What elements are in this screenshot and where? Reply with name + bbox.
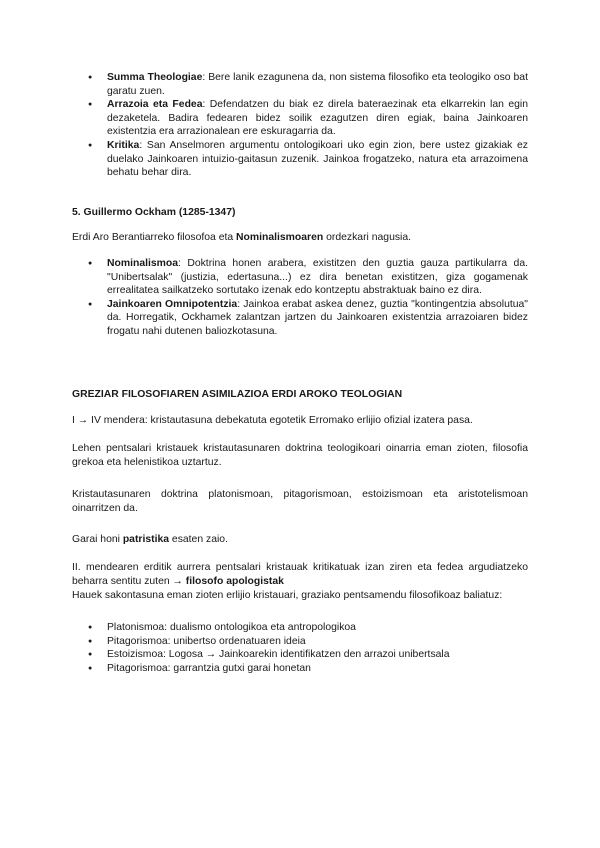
bullet-term: Jainkoaren Omnipotentzia — [107, 298, 238, 310]
ockham-bullet-list — [88, 257, 528, 339]
ockham-heading: 5. Guillermo Ockham (1285-1347) — [72, 207, 236, 218]
list-item — [88, 298, 528, 339]
aquinas-bullet-list — [88, 71, 528, 180]
bullet-term: Nominalismoa — [107, 258, 179, 269]
greziar-paragraph-3: Kristautasunaren doktrina platonismoan, pitagorismoan, estoizismoan eta aristotelismoan oinarritzen da. — [72, 489, 528, 514]
greziar-paragraph-1: I → IV mendera: kristautasuna debekatuta egotetik Erromako erlijio ofizial izatera pasa. — [72, 415, 473, 426]
list-item: ● Pitagorismoa: garrantzia gutxi garai honetan — [88, 662, 528, 676]
p5-text: II. mendearen erditik aurrera pentsalari kristauak kritikatuak izan ziren eta fedea argudiatzeko beharra sentitu zuten → — [72, 562, 528, 587]
greziar-bullet-list — [88, 621, 528, 675]
bullet-text: : San Anselmoren argumentu ontologikoari uko egin zion, bere ustez gizakiak ez duelako Jainkoaren intuizio-gaitasun zuzenik. Jainkoa frogatzeko, natura eta arrazoimena behatu behar dira. — [107, 139, 528, 179]
p5-bold: filosofo apologistak — [185, 575, 284, 587]
greziar-paragraph-2: Lehen pentsalari kristauek kristautasunaren doktrina teologikoari oinarria eman zioten, filosofia grekoa eta helenistikoa uztartuz. — [72, 443, 528, 468]
list-item: ● Pitagorismoa: unibertso ordenatuaren ideia — [88, 635, 528, 649]
greziar-paragraph-5 — [72, 561, 528, 588]
p4-text-end: esaten zaio. — [169, 534, 228, 545]
bullet-text: : Jainkoa erabat askea denez, guztia "kontingentzia absolutua" da. Horregatik, Ockhamek zalantzan jartzen du Jainkoaren existentzia arrazoiaren bidez frogatu nahi dutenen baliozkotasuna. — [107, 298, 528, 337]
list-item: ● Platonismoa: dualismo ontologikoa eta antropologikoa — [88, 621, 528, 635]
list-item — [88, 98, 528, 139]
bullet-term: Arrazoia eta Fedea — [107, 99, 203, 111]
p4-bold: patristika — [122, 534, 170, 545]
bullet-term: Summa Theologiae — [107, 72, 203, 83]
list-item — [88, 71, 528, 98]
list-item — [88, 257, 528, 298]
bullet-text: : Bere lanik ezagunena da, non sistema filosofiko eta teologiko oso bat garatu zuen. — [107, 72, 528, 97]
bullet-text: : Defendatzen du biak ez direla bateraezinak eta elkarrekin lan egin dezaketela. Badira fedearen bidez soilik ezagutzen diren egiak, baina Jainkoaren existentzia era arrazionalean ere eskuragarria da. — [107, 99, 528, 138]
ockham-intro — [72, 231, 528, 245]
list-item: ● Estoizismoa: Logosa → Jainkoarekin identifikatzen den arrazoi unibertsala — [88, 648, 528, 662]
bullet-term: Kritika — [107, 139, 140, 151]
intro-bold: Nominalismoaren — [236, 232, 324, 243]
p4-text: Garai honi — [72, 534, 123, 545]
list-item — [88, 139, 528, 180]
bullet-text: : Doktrina honen arabera, existitzen den guztia gauza partikularra da. "Unibertsalak" (justizia, edertasuna...) ez dira benetan existitzen, giza gogamenak errealitatea sailkatzeko sortutako izenak edo kontzeptu abstraktuak baino ez dira. — [107, 258, 528, 297]
greziar-paragraph-6: Hauek sakontasuna eman zioten erlijio kristauari, graziako pentsamendu filosofikoaz baliatuz: — [72, 590, 503, 601]
greziar-heading: GREZIAR FILOSOFIAREN ASIMILAZIOA ERDI AROKO TEOLOGIAN — [72, 389, 403, 400]
intro-text: Erdi Aro Berantiarreko filosofoa eta — [72, 232, 237, 243]
greziar-paragraph-4 — [72, 533, 528, 547]
intro-text-end: ordezkari nagusia. — [323, 232, 412, 243]
